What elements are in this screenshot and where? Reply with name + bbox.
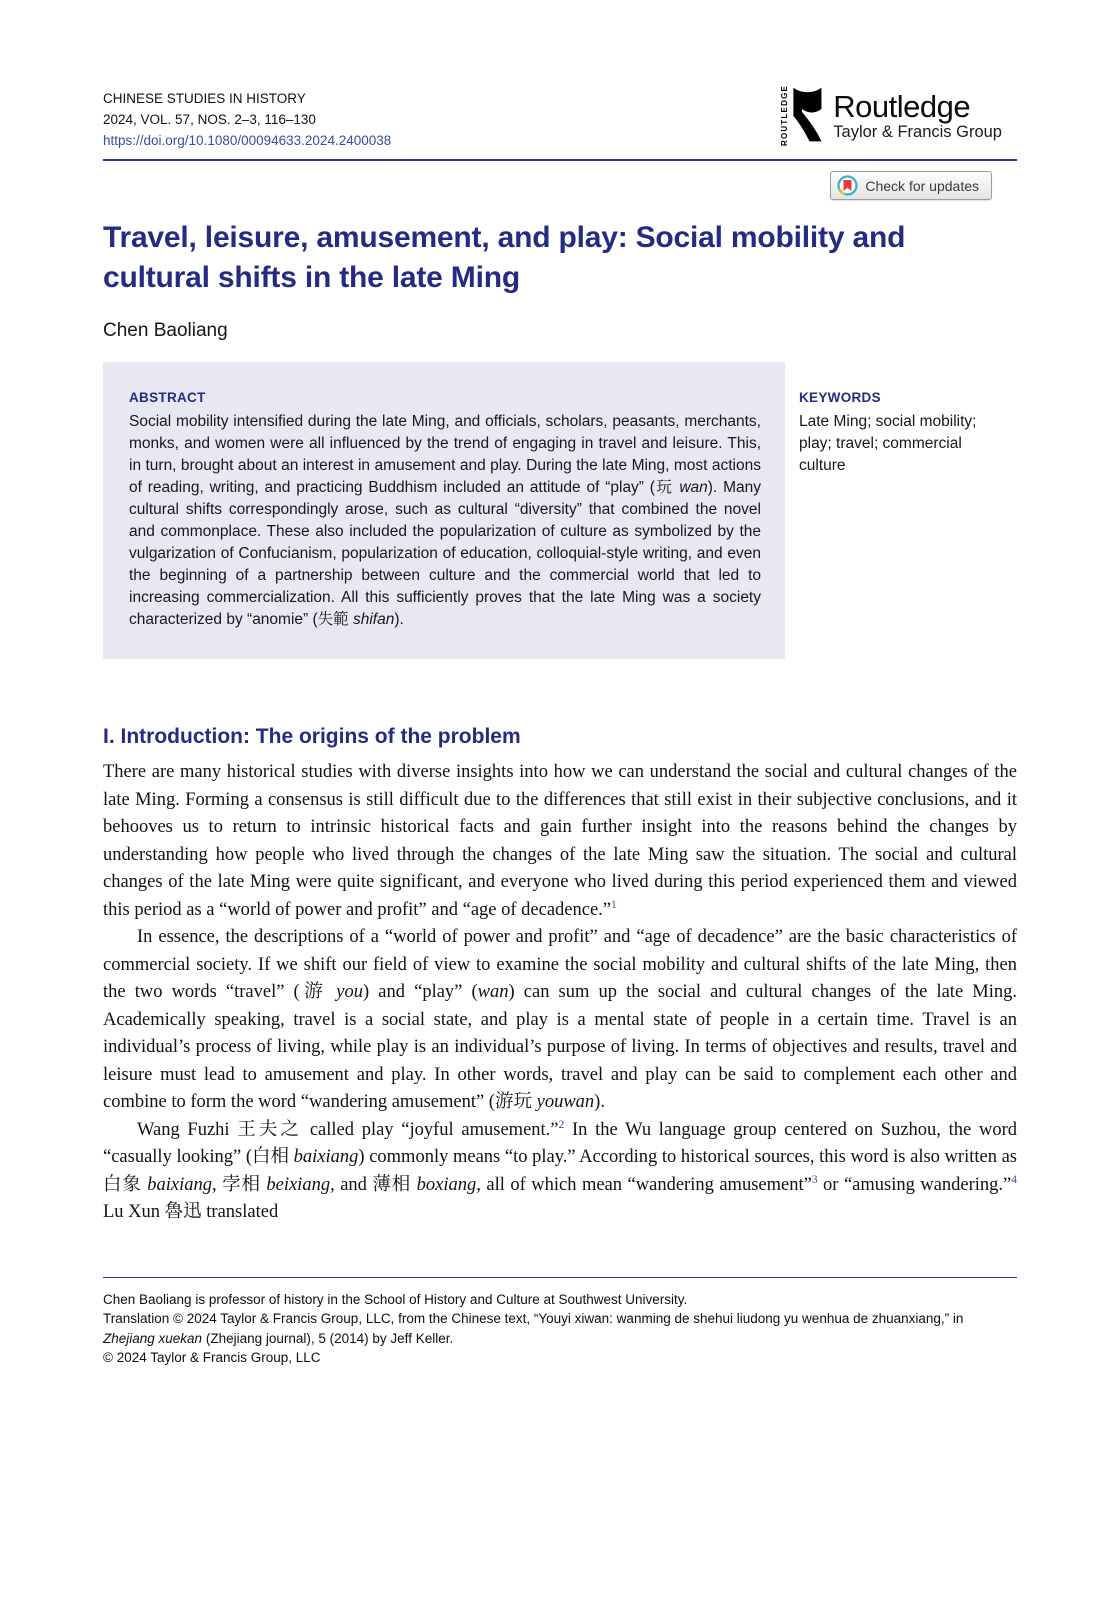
check-for-updates-label: Check for updates (865, 177, 979, 194)
body-paragraph: In essence, the descriptions of a “world of power and profit” and “age of decadence” are the basic characteristics of commercial society. If we shift our field of view to examine the social mobility and cultural shifts of the late Ming, then the two words “travel” (游 you) and “play” (wan) can sum up the social and cultural changes of the late Ming. Academically speaking, travel is a social state, and play is a mental state of people in a certain time. Travel is an individual’s process of living, while play is an individual’s purpose of living. In terms of objectives and results, travel and leisure must lead to amusement and play. In other words, travel and play can be said to complement each other and combine to form the word “wandering amusement” (游玩 youwan). (103, 927, 1017, 1112)
article-title: Travel, leisure, amusement, and play: Social mobility and cultural shifts in the late Ming (103, 221, 906, 294)
author-affiliation-note: Chen Baoliang is professor of history in the School of History and Culture at Southwest University. (103, 1291, 688, 1307)
translation-note: Translation © 2024 Taylor & Francis Group, LLC, from the Chinese text, “Youyi xiwan: wanming de shehui liudong yu wenhua de zhuanxiang,” in Zhejiang xuekan (Zhejiang journal), 5 (2014) by Jeff Keller. (103, 1311, 964, 1346)
journal-name: CHINESE STUDIES IN HISTORY (103, 91, 306, 106)
body-paragraph: There are many historical studies with diverse insights into how we can understand the social and cultural changes of the late Ming. Forming a consensus is still difficult due to the differences that still exist in their subjective conclusions, and it behooves us to return to intrinsic historical facts and gain further insight into the reasons behind the changes by understanding how people who lived through the changes of the late Ming saw the situation. The social and cultural changes of the late Ming were quite significant, and everyone who lived during this period experienced them and viewed this period as a “world of power and profit” and “age of decadence.”$^1$ (103, 762, 1017, 920)
section-heading: I. Introduction: The origins of the problem (103, 725, 521, 748)
abstract-panel (103, 362, 785, 659)
journal-issue: 2024, VOL. 57, NOS. 2–3, 116–130 (103, 112, 316, 127)
abstract-text: Social mobility intensified during the late Ming, and officials, scholars, peasants, merchants, monks, and women were all influenced by the trend of engaging in travel and leisure. This, in turn, brought about an interest in amusement and play. During the late Ming, most actions of reading, writing, and practicing Buddhism included an attitude of “play” (玩 wan). Many cultural shifts correspondingly arose, such as cultural “diversity” that combined the novel and commonplace. These also included the popularization of culture as symbolized by the vulgarization of Confucianism, popularization of education, colloquial-style writing, and even the beginning of a partnership between culture and the commercial world that led to increasing commercialization. All this sufficiently proves that the late Ming was a society characterized by “anomie” (失範 shifan). (129, 413, 761, 628)
routledge-r-mark (790, 84, 824, 146)
masthead-divider (103, 159, 1017, 161)
body-paragraphs (103, 759, 1017, 1227)
abstract-heading: ABSTRACT (129, 390, 206, 405)
author-name: Chen Baoliang (103, 320, 228, 341)
routledge-logo (780, 84, 1002, 146)
copyright-note: © 2024 Taylor & Francis Group, LLC (103, 1350, 321, 1365)
check-for-updates-button[interactable] (830, 171, 992, 200)
publisher-name: Routledge (833, 89, 971, 124)
routledge-vertical-text: ROUTLEDGE (780, 84, 790, 146)
article-footnotes (103, 1277, 1017, 1368)
doi-link[interactable]: https://doi.org/10.1080/00094633.2024.2400038 (103, 133, 392, 148)
keywords-panel (799, 362, 1004, 477)
crossmark-icon (837, 175, 858, 196)
publisher-group: Taylor & Francis Group (833, 123, 1002, 141)
keywords-text: Late Ming; social mobility; play; travel; commercial culture (799, 413, 977, 474)
keywords-heading: KEYWORDS (799, 390, 881, 405)
body-paragraph: Wang Fuzhi 王夫之 called play “joyful amusement.”$^2$ In the Wu language group centered on Suzhou, the word “casually looking” (白相 baixiang) commonly means “to play.” According to historical sources, this word is also written as 白象 baixiang, 孛相 beixiang, and 薄相 boxiang, all of which mean “wandering amusement”$^3$ or “amusing wandering.”$^4$ Lu Xun 魯迅 translated (103, 1118, 1018, 1222)
